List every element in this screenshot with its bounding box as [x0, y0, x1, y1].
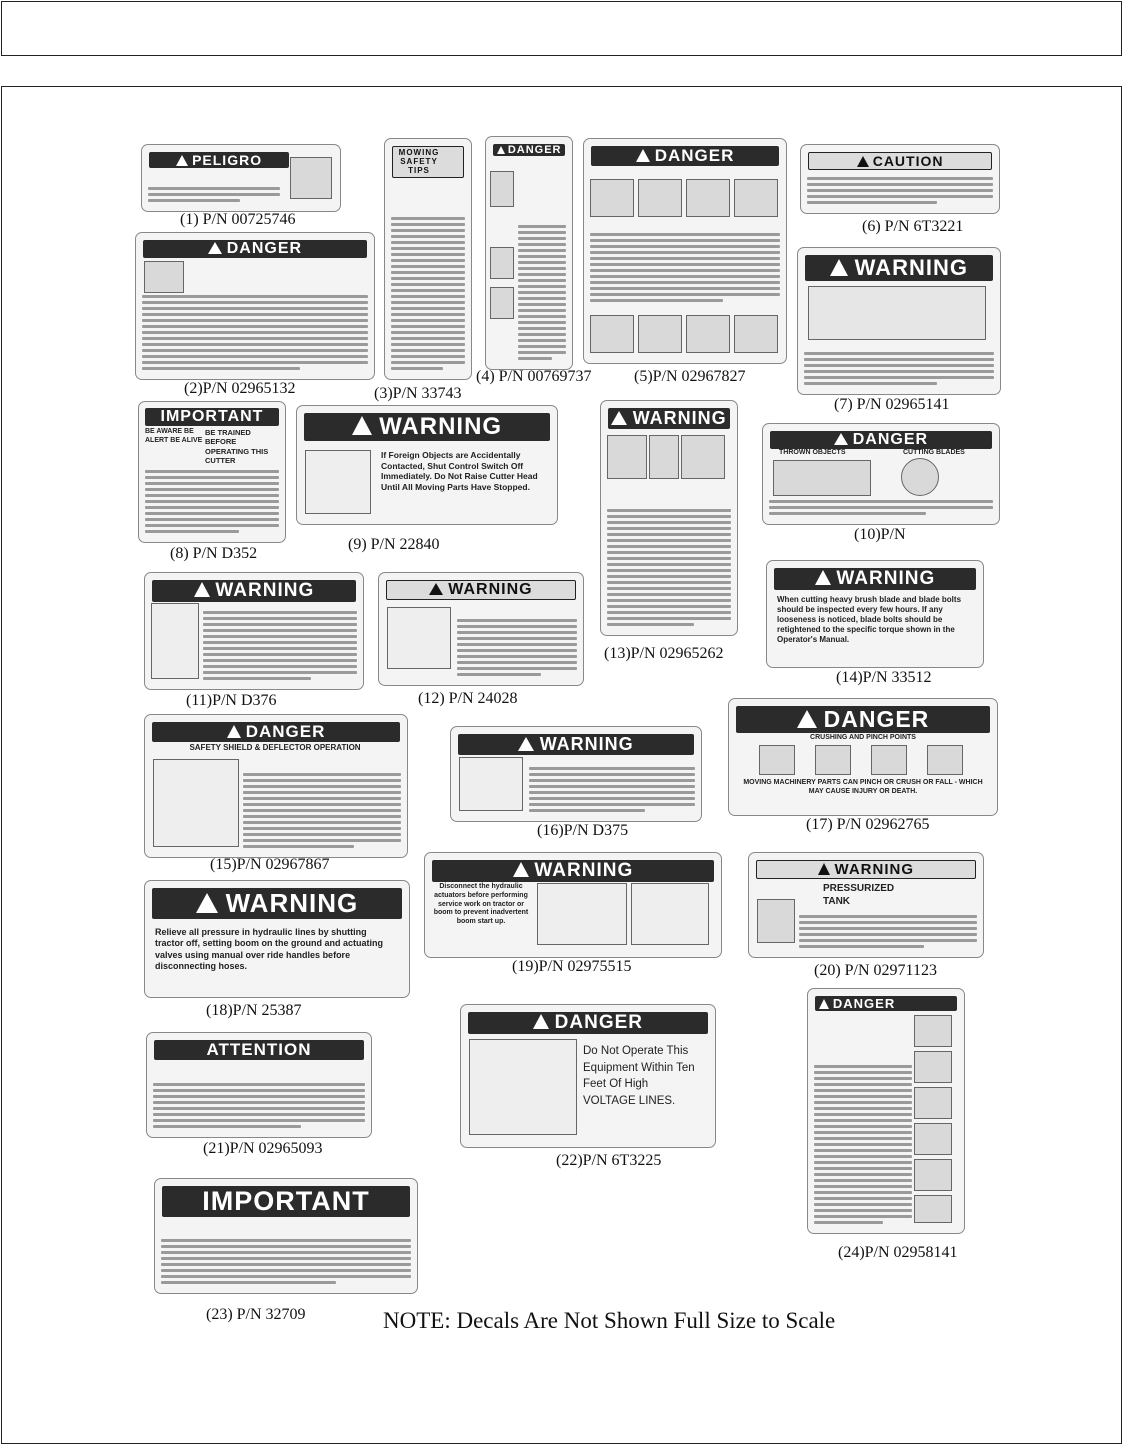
decal-caption-1: (1) P/N 00725746 [180, 211, 296, 228]
decal-caption-13: (13)P/N 02965262 [604, 645, 724, 662]
decal-pictogram [490, 171, 514, 207]
decal-text-block [529, 767, 695, 815]
decal-header-text: PELIGRO [192, 152, 263, 168]
decal-1 [141, 144, 341, 212]
decal-header-text: WARNING [836, 568, 936, 589]
decal-7 [797, 247, 1001, 395]
decal-10 [762, 423, 1000, 525]
decal-caption-22: (22)P/N 6T3225 [556, 1152, 662, 1169]
decal-pictogram [649, 435, 679, 479]
decal-caption-3: (3)P/N 33743 [374, 385, 462, 402]
decal-header [145, 408, 279, 426]
decal-header [154, 1040, 364, 1060]
decal-text-block [590, 233, 780, 305]
decal-17 [728, 698, 998, 816]
decal-subheader-right: BE TRAINED BEFORE OPERATING THIS CUTTER [205, 428, 269, 466]
decal-text-block [148, 187, 280, 205]
decal-body-text: MOVING MACHINERY PARTS CAN PINCH OR CRUSH OR FALL - WHICH MAY CAUSE INJURY OR DEATH. [743, 779, 983, 795]
decal-pictogram [537, 883, 627, 945]
decal-subheader: SAFETY SHIELD & DEFLECTOR OPERATION [189, 743, 361, 752]
decal-pictogram [757, 899, 795, 943]
decal-text-block [153, 1083, 365, 1131]
decal-pictogram [808, 286, 986, 340]
decal-caption-9: (9) P/N 22840 [348, 536, 440, 553]
decal-header [152, 722, 400, 742]
decal-pictogram [871, 745, 907, 775]
decal-header-text: WARNING [534, 860, 634, 881]
decal-caption-24: (24)P/N 02958141 [838, 1244, 958, 1261]
decal-header-text: WARNING [379, 413, 503, 440]
decal-header [493, 144, 565, 156]
decal-text-block [814, 1065, 912, 1227]
decal-header-text: WARNING [632, 408, 727, 428]
decal-pictogram [490, 247, 514, 279]
decal-2 [135, 232, 375, 380]
decal-caption-17: (17) P/N 02962765 [806, 816, 930, 833]
decal-header-text: DANGER [654, 146, 735, 165]
decal-pictogram [759, 745, 795, 775]
decal-text-block [769, 500, 993, 518]
decal-pictogram [914, 1051, 952, 1083]
decal-header-text: CAUTION [872, 153, 944, 169]
decal-subheader: CRUSHING AND PINCH POINTS [810, 734, 916, 741]
decal-caption-5: (5)P/N 02967827 [634, 368, 746, 385]
decal-header-text: ATTENTION [206, 1040, 312, 1059]
decal-22 [460, 1004, 716, 1148]
decal-pictogram [490, 287, 514, 319]
decal-pictogram [914, 1195, 952, 1223]
decal-6 [800, 144, 1000, 214]
decal-header-text: DANGER [226, 240, 303, 257]
decal-header [815, 996, 957, 1011]
decal-pictogram [459, 757, 523, 811]
decal-pictogram [914, 1123, 952, 1155]
decal-pictogram [638, 315, 682, 353]
decal-pictogram [914, 1087, 952, 1119]
decal-15 [144, 714, 408, 858]
decal-header [591, 146, 779, 166]
decal-12 [378, 572, 584, 686]
decal-4 [485, 136, 573, 370]
decal-pictogram [631, 883, 709, 945]
decal-13 [600, 400, 738, 636]
decal-text-block [804, 352, 994, 388]
decal-pictogram [914, 1159, 952, 1191]
decal-header-text: DANGER [823, 706, 930, 732]
decal-pictogram [638, 179, 682, 217]
decal-header [468, 1012, 708, 1034]
decal-text-block [518, 225, 566, 363]
decal-subheader-left: BE AWARE BE ALERT BE ALIVE [145, 428, 203, 444]
decal-caption-4: (4) P/N 00769737 [476, 368, 592, 385]
decal-caption-11: (11)P/N D376 [186, 692, 277, 709]
decal-caption-19: (19)P/N 02975515 [512, 958, 632, 975]
decal-header [774, 568, 976, 590]
decal-text-block [391, 217, 465, 373]
decal-pictogram [815, 745, 851, 775]
decal-caption-18: (18)P/N 25387 [206, 1002, 302, 1019]
decal-header-text: WARNING [448, 581, 533, 598]
decal-caption-8: (8) P/N D352 [170, 545, 258, 562]
decal-18 [144, 880, 410, 998]
decal-text-block [142, 295, 368, 373]
decal-text-block [799, 915, 977, 951]
decal-body-text: When cutting heavy brush blade and blade bolts should be inspected every few hours. If any looseness is noticed, blade bolts should be retightened to the specific torque shown in the Operator's Manual. [777, 595, 962, 644]
decal-5 [583, 138, 787, 364]
decal-23 [154, 1178, 418, 1294]
decal-body-text: If Foreign Objects are Accidentally Contacted, Shut Control Switch Off Immediately. Do Not Raise Cutter Head Until All Moving Parts Have Stopped. [381, 450, 538, 492]
decal-header [392, 146, 464, 178]
decal-header-text: WARNING [854, 255, 968, 280]
decal-pictogram [773, 460, 871, 496]
decal-header-text: WARNING [834, 861, 914, 878]
decal-header [386, 580, 576, 600]
decal-header-text: IMPORTANT [160, 408, 264, 425]
decal-header-text: DANGER [507, 144, 562, 156]
decal-caption-6: (6) P/N 6T3221 [862, 218, 964, 235]
decal-header [162, 1186, 410, 1217]
decal-21 [146, 1032, 372, 1138]
decal-caption-2: (2)P/N 02965132 [184, 380, 296, 397]
decal-pictogram [153, 759, 239, 847]
decal-24 [807, 988, 965, 1234]
header-frame [1, 1, 1122, 56]
decal-header [608, 408, 730, 429]
decal-pictogram [290, 157, 332, 199]
decal-caption-12: (12) P/N 24028 [418, 690, 518, 707]
decal-pictogram [590, 315, 634, 353]
decal-caption-15: (15)P/N 02967867 [210, 856, 330, 873]
decal-text-block [457, 619, 577, 679]
decal-header-text: WARNING [215, 580, 315, 601]
decal-pictogram [927, 745, 963, 775]
decal-pictogram [144, 261, 184, 293]
decal-text-block [203, 611, 357, 683]
decal-16 [450, 726, 702, 822]
decal-header [458, 734, 694, 755]
decal-pictogram [590, 179, 634, 217]
decal-header [432, 860, 714, 882]
decal-pictogram [901, 458, 939, 496]
decal-header-text: MOWING SAFETY TIPS [398, 148, 440, 175]
decal-9 [296, 405, 558, 525]
decal-header [736, 706, 990, 733]
decal-subheader: PRESSURIZED TANK [823, 883, 895, 907]
decal-header [808, 152, 992, 170]
decal-header [152, 888, 402, 919]
decal-caption-10: (10)P/N [854, 526, 906, 543]
decal-caption-14: (14)P/N 33512 [836, 669, 932, 686]
decal-header [756, 860, 976, 879]
decal-8 [138, 401, 286, 543]
decal-caption-20: (20) P/N 02971123 [814, 962, 937, 979]
decal-header [152, 580, 356, 602]
decal-text-block [145, 470, 279, 536]
decal-caption-23: (23) P/N 32709 [206, 1306, 306, 1323]
decal-header [304, 413, 550, 441]
decal-header-text: DANGER [554, 1012, 644, 1033]
decal-body-text: Relieve all pressure in hydraulic lines by shutting tractor off, setting boom on the ground and actuating valves using manual over ride handles before disconnecting hoses. [155, 927, 383, 971]
decal-subheader-left: THROWN OBJECTS [779, 449, 846, 456]
decal-header-text: WARNING [225, 888, 359, 918]
decal-20 [748, 852, 984, 958]
decal-pictogram [387, 607, 451, 669]
decal-body-text: Do Not Operate This Equipment Within Ten Feet Of High VOLTAGE LINES. [583, 1045, 695, 1108]
decal-header-text: IMPORTANT [202, 1186, 370, 1216]
decal-19 [424, 852, 722, 958]
decal-text-block [161, 1239, 411, 1287]
decal-header [143, 240, 367, 258]
decal-pictogram [469, 1039, 577, 1135]
decal-caption-21: (21)P/N 02965093 [203, 1140, 323, 1157]
decal-caption-7: (7) P/N 02965141 [834, 396, 950, 413]
decal-header [149, 152, 289, 168]
decal-pictogram [734, 315, 778, 353]
decal-header-text: WARNING [539, 734, 634, 754]
decal-body-text: Disconnect the hydraulic actuators before performing service work on tractor or boom to prevent inadvertent boom start up. [433, 883, 529, 925]
decal-pictogram [686, 315, 730, 353]
decal-header-text: DANGER [245, 722, 326, 741]
decal-header [770, 431, 992, 449]
decal-pictogram [681, 435, 725, 479]
decal-caption-16: (16)P/N D375 [537, 822, 629, 839]
decal-text-block [807, 177, 993, 207]
decal-text-block [243, 773, 401, 851]
decal-11 [144, 572, 364, 690]
decal-header [805, 255, 993, 281]
decal-subheader-right: CUTTING BLADES [903, 449, 965, 456]
decal-pictogram [734, 179, 778, 217]
decal-header-text: DANGER [832, 996, 896, 1011]
decal-pictogram [305, 450, 371, 514]
decal-3 [384, 138, 472, 380]
decal-pictogram [914, 1015, 952, 1047]
decal-pictogram [151, 603, 199, 679]
decal-header-text: DANGER [852, 431, 929, 448]
decal-pictogram [607, 435, 647, 479]
scale-note: NOTE: Decals Are Not Shown Full Size to Scale [383, 1308, 836, 1333]
decal-text-block [607, 509, 731, 629]
decal-14 [766, 560, 984, 668]
decal-pictogram [686, 179, 730, 217]
